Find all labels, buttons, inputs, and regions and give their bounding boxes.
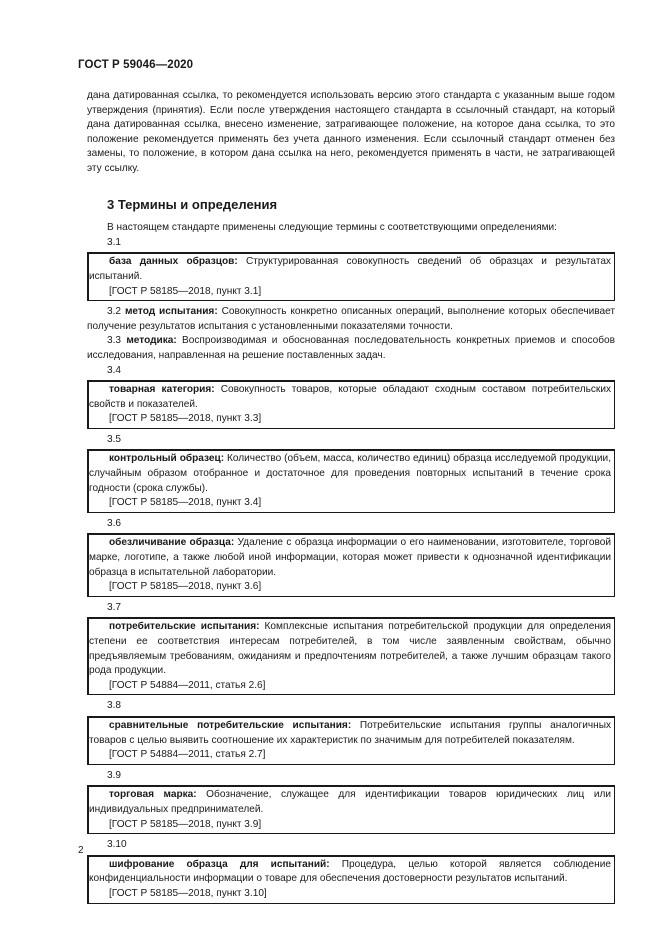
document-body: [87, 89, 615, 908]
term-name: база данных образцов:: [109, 256, 238, 268]
term-name: шифрование образца для испытаний:: [109, 858, 330, 870]
term-number: 3.1: [107, 236, 122, 248]
term-box: [87, 252, 615, 301]
term-reference: [ГОСТ Р 58185—2018, пункт 3.10]: [109, 887, 267, 899]
term-number: 3.4: [107, 364, 122, 376]
term-reference: [ГОСТ Р 58185—2018, пункт 3.3]: [109, 413, 262, 425]
term-name: сравнительные потребительские испытания:: [109, 719, 352, 731]
term-number: 3.10: [107, 839, 127, 851]
term-number: 3.6: [107, 517, 122, 529]
term-definition: Совокупность конкретно описанных операций, выполнение которых обеспечивает получение результатов испытания с установленными показателями точности.: [87, 306, 615, 332]
document-header: ГОСТ Р 59046—2020: [78, 59, 194, 71]
term-reference: [ГОСТ Р 58185—2018, пункт 3.1]: [109, 285, 262, 297]
section-title: 3 Термины и определения: [107, 196, 278, 212]
term-definition: Процедура, целью которой является соблюдение конфиденциальности информации о товаре для обеспечения достоверности результатов испытаний.: [89, 858, 611, 885]
term-name: контрольный образец:: [109, 453, 225, 465]
term-name: метод испытания:: [124, 306, 218, 318]
term-name: товарная категория:: [109, 384, 215, 396]
term-box: [87, 533, 615, 596]
term-name: обезличивание образца:: [109, 537, 235, 549]
term-number: 3.7: [107, 601, 122, 613]
term-reference: [ГОСТ Р 54884—2011, статья 2.6]: [109, 679, 266, 691]
term-reference: [ГОСТ Р 54884—2011, статья 2.7]: [109, 749, 266, 761]
term-definition: Потребительские испытания группы аналогичных товаров с целью выявить соотношение их характеристик по значимым для потребителей показателям.: [89, 719, 612, 746]
term-definition: Количество (объем, масса, количество единиц) образца исследуемой продукции, случайным образом отобранное и достаточное для проведения повторных испытаний в течение срока годности (срока службы).: [89, 453, 611, 494]
term-plain: [87, 334, 615, 363]
term-plain: [87, 305, 615, 334]
term-definition: Совокупность товаров, которые обладают сходным составом потребительских свойств и показателей.: [89, 384, 611, 410]
term-number: 3.8: [107, 700, 122, 712]
term-name: методика:: [126, 335, 177, 347]
term-definition: Обозначение, служащее для идентификации товаров юридических лиц или индивидуальных предпринимателей.: [89, 789, 611, 815]
term-box: [87, 716, 615, 765]
term-reference: [ГОСТ Р 58185—2018, пункт 3.9]: [109, 818, 262, 830]
term-box: [87, 785, 615, 834]
term-name: торговая марка:: [109, 789, 197, 801]
term-box: [87, 449, 615, 512]
term-definition: Удаление с образца информации о его наименовании, изготовителе, торговой марке, логотипе, а также любой иной информации, которая может привести к однозначной идентификации образца в испытательной лаборатории.: [89, 537, 611, 578]
term-number: 3.3: [107, 335, 122, 347]
term-definition: Воспроизводимая и обоснованная последовательность конкретных приемов и способов исследования, направленная на решение поставленных задач.: [87, 335, 615, 361]
term-number: 3.2: [107, 306, 122, 318]
term-name: потребительские испытания:: [109, 621, 260, 633]
term-box: [87, 380, 615, 429]
term-definition: Структурированная совокупность сведений об образцах и результатах испытаний.: [89, 256, 611, 282]
term-box: [87, 617, 615, 695]
term-definition: Комплексные испытания потребительской продукции для определения степени ее соответствия интересам потребителей, в том числе заявленным свойствам, обычно предъявляемым требованиям, ожиданиям и предпочтениям потребителей, а также лучшим образцам такого рода продукции.: [89, 621, 612, 677]
term-number: 3.9: [107, 769, 122, 781]
section-lead: В настоящем стандарте применены следующие термины с соответствующими определениями:: [107, 222, 557, 234]
term-reference: [ГОСТ Р 58185—2018, пункт 3.6]: [109, 581, 262, 593]
term-reference: [ГОСТ Р 58185—2018, пункт 3.4]: [109, 497, 262, 509]
term-box: [87, 855, 615, 904]
intro-paragraph: дана датированная ссылка, то рекомендуется использовать версию этого стандарта с указанным выше годом утверждения (принятия). Если после утверждения настоящего стандарта в ссылочный стандарт, на который дана датированная ссылка, внесено изменение, затрагивающее положение, на которое дана ссылка, то это положение рекомендуется применять без учета данного изменения. Если ссылочный стандарт отменен без замены, то положение, в котором дана ссылка на него, рекомендуется применять в части, не затрагивающей эту ссылку.: [87, 90, 615, 174]
page-number: 2: [78, 845, 84, 856]
term-number: 3.5: [107, 433, 122, 445]
